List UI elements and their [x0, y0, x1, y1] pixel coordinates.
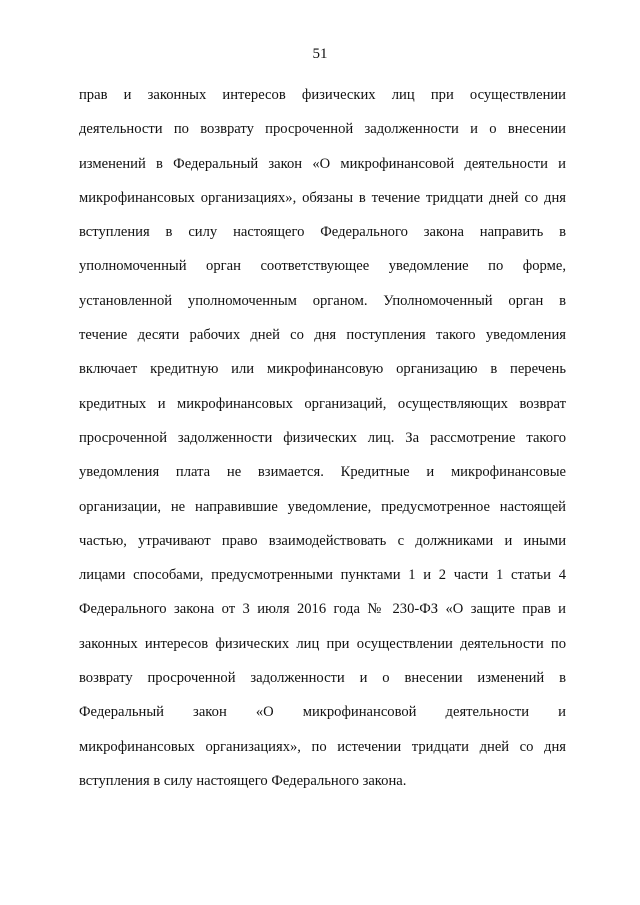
text-line: включает кредитную или микрофинансовую организацию в перечень — [79, 361, 566, 378]
body-text — [79, 82, 566, 802]
text-line: прав и законных интересов физических лиц при осуществлении — [79, 87, 566, 103]
text-line: течение десяти рабочих дней со дня поступления такого уведомления — [79, 327, 566, 344]
text-line: Федерального закона от 3 июля 2016 года № 230-ФЗ «О защите прав и — [79, 601, 566, 618]
text-line: кредитных и микрофинансовых организаций, осуществляющих возврат — [79, 395, 566, 412]
page-number: 51 — [312, 46, 328, 62]
text-line: лицами способами, предусмотренными пунктами 1 и 2 части 1 статьи 4 — [79, 567, 566, 584]
text-line: изменений в Федеральный закон «О микрофинансовой деятельности и — [79, 155, 566, 172]
text-line: вступления в силу настоящего Федерального закона направить в — [79, 224, 566, 241]
text-line: деятельности по возврату просроченной задолженности и о внесении — [79, 121, 566, 138]
text-line: Федеральный закон «О микрофинансовой деятельности и — [79, 704, 566, 721]
text-line: возврату просроченной задолженности и о внесении изменений в — [79, 670, 566, 687]
text-line: уполномоченный орган соответствующее уведомление по форме, — [79, 258, 566, 275]
text-line: уведомления плата не взимается. Кредитные и микрофинансовые — [79, 464, 566, 481]
text-line: микрофинансовых организациях», обязаны в течение тридцати дней со дня — [79, 189, 566, 206]
text-line: законных интересов физических лиц при осуществлении деятельности по — [79, 635, 566, 652]
text-line: вступления в силу настоящего Федерального закона. — [79, 772, 407, 789]
text-line: организации, не направившие уведомление, предусмотренное настоящей — [79, 498, 566, 515]
text-line: частью, утрачивают право взаимодействовать с должниками и иными — [79, 532, 566, 549]
text-line: микрофинансовых организациях», по истечении тридцати дней со дня — [79, 738, 566, 755]
text-line: установленной уполномоченным органом. Уполномоченный орган в — [79, 292, 566, 309]
text-line: просроченной задолженности физических лиц. За рассмотрение такого — [79, 429, 566, 446]
